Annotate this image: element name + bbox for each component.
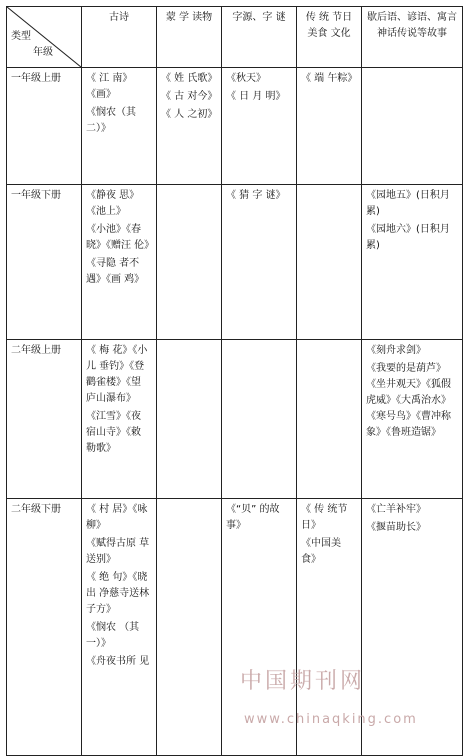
type-label: 类型 (11, 31, 31, 42)
list-item: 《小池》《春 晓》《赠汪 伦》 (86, 224, 155, 251)
table-row (7, 340, 463, 499)
header-festivals: 传 统 节日美食 文化 (297, 7, 362, 68)
list-item: 《园地五》(日积月累) (366, 190, 450, 217)
list-item: 《 端 午粽》 (301, 73, 358, 84)
cell-enlightenment (157, 499, 222, 756)
list-item: 《秋天》 (226, 73, 266, 84)
cell-sayings (362, 340, 463, 499)
corner-cell (7, 7, 82, 68)
list-item: 《 绝 句》《晓出 净慈寺送林 子方》 (86, 572, 150, 615)
cell-enlightenment (157, 68, 222, 185)
list-item: 《 古 对今》 (161, 91, 218, 102)
list-item: 《亡羊补牢》 (366, 504, 426, 515)
document-page (6, 6, 462, 756)
list-item: 《刻舟求剑》 (366, 345, 426, 356)
table-row (7, 185, 463, 340)
list-item: 《 人 之初》 (161, 109, 218, 120)
cell-sayings (362, 185, 463, 340)
list-item: 《 梅 花》《小儿 垂钓》《登 鹳雀楼》《望 庐山瀑布》 (86, 345, 148, 404)
list-item: 《静夜 思》《池上》 (86, 190, 140, 217)
cell-ancient-poems (82, 499, 157, 756)
list-item: 《悯农 （其一）》 (86, 622, 140, 649)
list-item: 《 日 月 明》 (226, 91, 286, 102)
cell-char-origins (222, 185, 297, 340)
list-item: 《 猜 字 谜》 (226, 190, 286, 201)
grade-cell: 一年级下册 (7, 185, 82, 340)
list-item: 《江雪》《夜 宿山寺》《敕 勒歌》 (86, 411, 141, 454)
watermark-logo: 中国期刊网 (240, 669, 366, 694)
list-item: 《悯农（其 二）》 (86, 107, 136, 134)
header-enlightenment: 蒙 学 读物 (157, 7, 222, 68)
list-item: 《 姓 氏歌》 (161, 73, 218, 84)
cell-ancient-poems (82, 340, 157, 499)
list-item: 《揠苗助长》 (366, 522, 426, 533)
curriculum-table (6, 6, 463, 756)
header-char-origins: 字源、字 谜 (222, 7, 297, 68)
list-item: 《我要的是葫芦》《坐井观天》《狐假虎威》《大禹治水》《寒号鸟》《曹冲称象》《鲁班造锯》 (366, 363, 451, 438)
grade-cell: 一年级上册 (7, 68, 82, 185)
cell-ancient-poems (82, 185, 157, 340)
list-item: 《 村 居》《咏柳》 (86, 504, 148, 531)
header-row (7, 7, 463, 68)
cell-festivals (297, 185, 362, 340)
header-ancient-poems: 古诗 (82, 7, 157, 68)
table-row (7, 68, 463, 185)
cell-enlightenment (157, 185, 222, 340)
cell-ancient-poems (82, 68, 157, 185)
cell-char-origins (222, 68, 297, 185)
list-item: 《寻隐 者不遇》《画 鸡》 (86, 258, 145, 285)
cell-festivals (297, 68, 362, 185)
cell-enlightenment (157, 340, 222, 499)
list-item: 《舟夜书所 见 (86, 656, 150, 667)
list-item: 《中国美 食》 (301, 538, 341, 565)
list-item: 《园地六》(日积月累) (366, 224, 450, 251)
cell-festivals (297, 340, 362, 499)
list-item: 《“贝” 的故事》 (226, 504, 280, 531)
grade-label: 年级 (33, 47, 53, 58)
watermark-url: www.chinaqking.com (244, 712, 418, 727)
cell-char-origins (222, 340, 297, 499)
list-item: 《 江 南》《画》 (86, 73, 133, 100)
grade-cell: 二年级上册 (7, 340, 82, 499)
list-item: 《赋得古原 草送别》 (86, 538, 150, 565)
cell-sayings (362, 68, 463, 185)
header-sayings: 歇后语、谚语、寓言神话传说等故事 (362, 7, 463, 68)
list-item: 《 传 统节日》 (301, 504, 348, 531)
grade-cell: 二年级下册 (7, 499, 82, 756)
